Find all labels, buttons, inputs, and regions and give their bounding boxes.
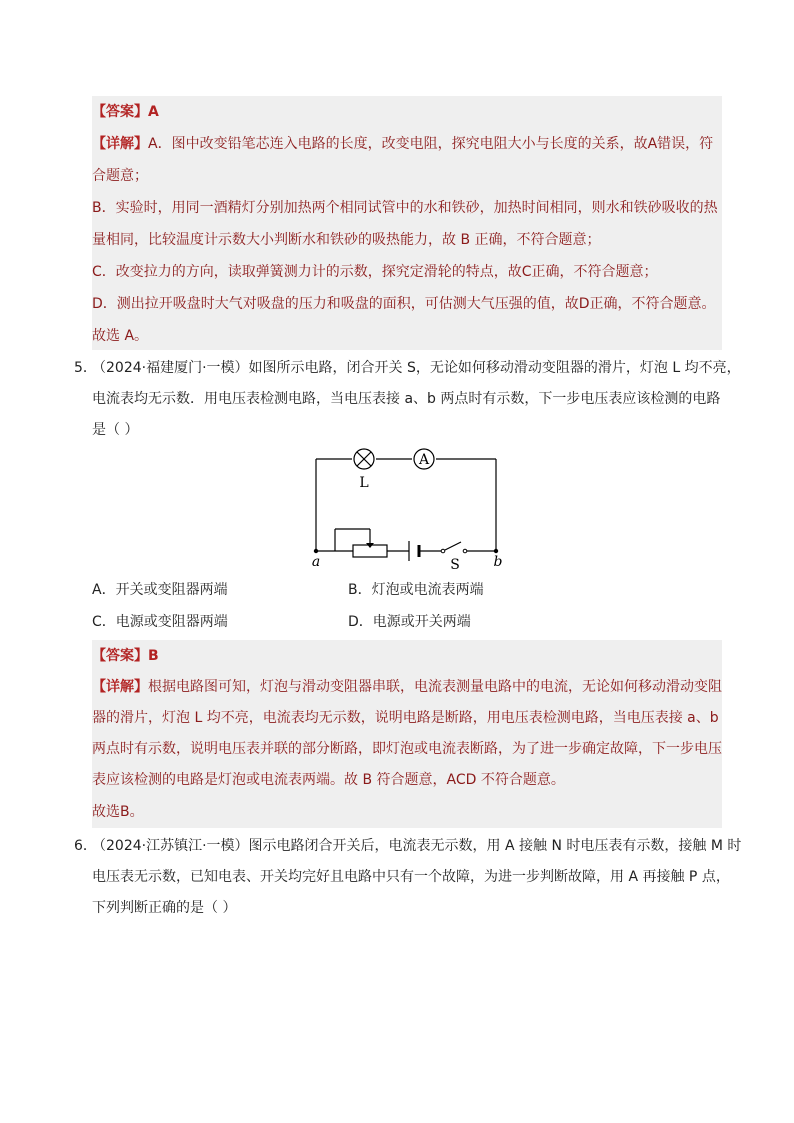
rheostat-symbol bbox=[353, 543, 387, 557]
q5-answer-box bbox=[92, 640, 722, 828]
answer-value: B bbox=[148, 648, 159, 664]
q4-detail-line-1: 【详解】A．图中改变铅笔芯连入电路的长度，改变电阻，探究电阻大小与长度的关系，故A错误，符 bbox=[92, 136, 714, 152]
answer-tag: 【答案】 bbox=[92, 648, 148, 664]
q5-option-a[interactable]: A．开关或变阻器两端 bbox=[92, 582, 228, 598]
switch-label: S bbox=[450, 557, 460, 570]
q5-detail-line-3: 两点时有示数，说明电压表并联的部分断路，即灯泡或电流表断路，为了进一步确定故障，下一步电压 bbox=[92, 741, 722, 757]
detail-tag: 【详解】 bbox=[92, 136, 148, 152]
point-b-label: b bbox=[493, 554, 503, 570]
detail-tag: 【详解】 bbox=[92, 679, 148, 695]
q6-stem-line-1: （2024·江苏镇江·一模）图示电路闭合开关后，电流表无示数，用 A 接触 N 时电压表有示数，接触 M 时 bbox=[92, 838, 742, 854]
lamp-symbol bbox=[354, 449, 374, 469]
q6-number: 6． bbox=[74, 838, 97, 854]
q5-option-c[interactable]: C．电源或变阻器两端 bbox=[92, 614, 228, 630]
q4-detail-line-5: C．改变拉力的方向，读取弹簧测力计的示数，探究定滑轮的特点，故C正确，不符合题意； bbox=[92, 264, 658, 280]
q6-stem-line-2: 电压表无示数，已知电表、开关均完好且电路中只有一个故障，为进一步判断故障，用 A 再接触 P 点， bbox=[92, 869, 730, 885]
q5-number: 5． bbox=[74, 360, 97, 376]
point-a-label: a bbox=[311, 554, 321, 570]
q5-answer-line bbox=[92, 646, 159, 666]
q5-option-b[interactable]: B．灯泡或电流表两端 bbox=[348, 582, 484, 598]
q5-detail-line-4: 表应该检测的电路是灯泡或电流表两端。故 B 符合题意，ACD 不符合题意。 bbox=[92, 772, 565, 788]
q4-detail-line-2: 合题意； bbox=[92, 168, 148, 184]
q5-option-d[interactable]: D．电源或开关两端 bbox=[348, 614, 471, 630]
answer-tag: 【答案】 bbox=[92, 104, 148, 120]
ammeter-symbol bbox=[414, 449, 434, 469]
q5-detail-line-2: 器的滑片，灯泡 L 均不亮，电流表均无示数，说明电路是断路，用电压表检测电路，当电压表接 a、b bbox=[92, 710, 719, 726]
q5-detail-line-1: 【详解】根据电路图可知，灯泡与滑动变阻器串联，电流表测量电路中的电流，无论如何移动滑动变阻 bbox=[92, 679, 722, 695]
q5-conclusion: 故选B。 bbox=[92, 804, 144, 820]
q5-stem-line-1: （2024·福建厦门·一模）如图所示电路，闭合开关 S，无论如何移动滑动变阻器的滑片，灯泡 L 均不亮， bbox=[92, 360, 741, 376]
circuit-diagram bbox=[305, 445, 515, 570]
q6-stem-line-3: 下列判断正确的是（ ） bbox=[92, 900, 237, 916]
q4-detail-line-4: 量相同，比较温度计示数大小判断水和铁砂的吸热能力，故 B 正确，不符合题意； bbox=[92, 232, 601, 248]
q5-stem-line-3: 是（ ） bbox=[92, 422, 139, 438]
point-a-dot bbox=[314, 549, 318, 553]
ammeter-label: A bbox=[418, 452, 430, 468]
answer-value: A bbox=[148, 104, 159, 120]
q4-conclusion: 故选 A。 bbox=[92, 328, 149, 344]
q4-answer-line bbox=[92, 102, 159, 122]
point-b-dot bbox=[494, 549, 498, 553]
battery-symbol bbox=[409, 541, 419, 561]
q5-stem-line-2: 电流表均无示数．用电压表检测电路，当电压表接 a、b 两点时有示数，下一步电压表应该检测的电路 bbox=[92, 391, 721, 407]
switch-symbol bbox=[441, 542, 467, 553]
q4-detail-line-3: B．实验时，用同一酒精灯分别加热两个相同试管中的水和铁砂，加热时间相同，则水和铁砂吸收的热 bbox=[92, 200, 718, 216]
q4-detail-line-6: D．测出拉开吸盘时大气对吸盘的压力和吸盘的面积，可估测大气压强的值，故D正确，不符合题意。 bbox=[92, 296, 716, 312]
lamp-label: L bbox=[359, 475, 369, 491]
